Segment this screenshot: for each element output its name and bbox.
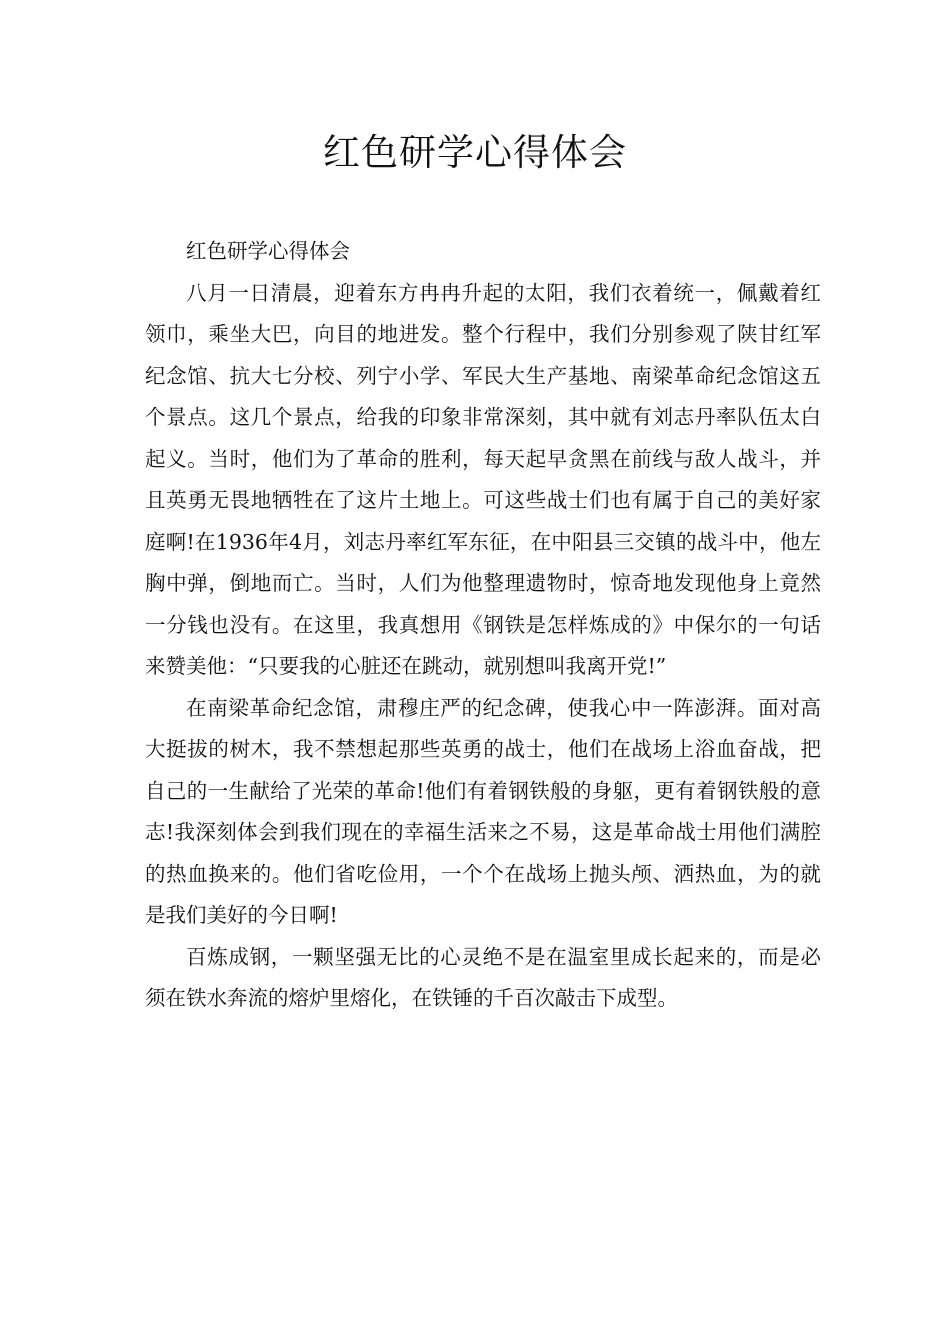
document-title: 红色研学心得体会: [323, 131, 627, 174]
body-paragraph: 在南梁革命纪念馆，肃穆庄严的纪念碑，使我心中一阵澎湃。面对高大挺拔的树木，我不禁想起那些英勇的战士，他们在战场上浴血奋战，把自己的一生献给了光荣的革命!他们有着钢铁般的身躯，更有着钢铁般的意志!我深刻体会到我们现在的幸福生活来之不易，这是革命战士用他们满腔的热血换来的。他们省吃俭用，一个个在战场上抛头颅、洒热血，为的就是我们美好的今日啊!: [145, 695, 821, 927]
document-body: [145, 231, 821, 1020]
body-paragraph: 百炼成钢，一颗坚强无比的心灵绝不是在温室里成长起来的，而是必须在铁水奔流的熔炉里熔化，在铁锤的千百次敲击下成型。: [145, 944, 821, 1010]
body-paragraph: 八月一日清晨，迎着东方冉冉升起的太阳，我们衣着统一，佩戴着红领巾，乘坐大巴，向目的地进发。整个行程中，我们分别参观了陕甘红军纪念馆、抗大七分校、列宁小学、军民大生产基地、南梁革命纪念馆这五个景点。这几个景点，给我的印象非常深刻，其中就有刘志丹率队伍太白起义。当时，他们为了革命的胜利，每天起早贪黑在前线与敌人战斗，并且英勇无畏地牺牲在了这片土地上。可这些战士们也有属于自己的美好家庭啊!在1936年4月，刘志丹率红军东征，在中阳县三交镇的战斗中，他左胸中弹，倒地而亡。当时，人们为他整理遗物时，惊奇地发现他身上竟然一分钱也没有。在这里，我真想用《钢铁是怎样炼成的》中保尔的一句话来赞美他：“只要我的心脏还在跳动，就别想叫我离开党!”: [145, 280, 821, 678]
subtitle-paragraph: 红色研学心得体会: [186, 239, 350, 263]
